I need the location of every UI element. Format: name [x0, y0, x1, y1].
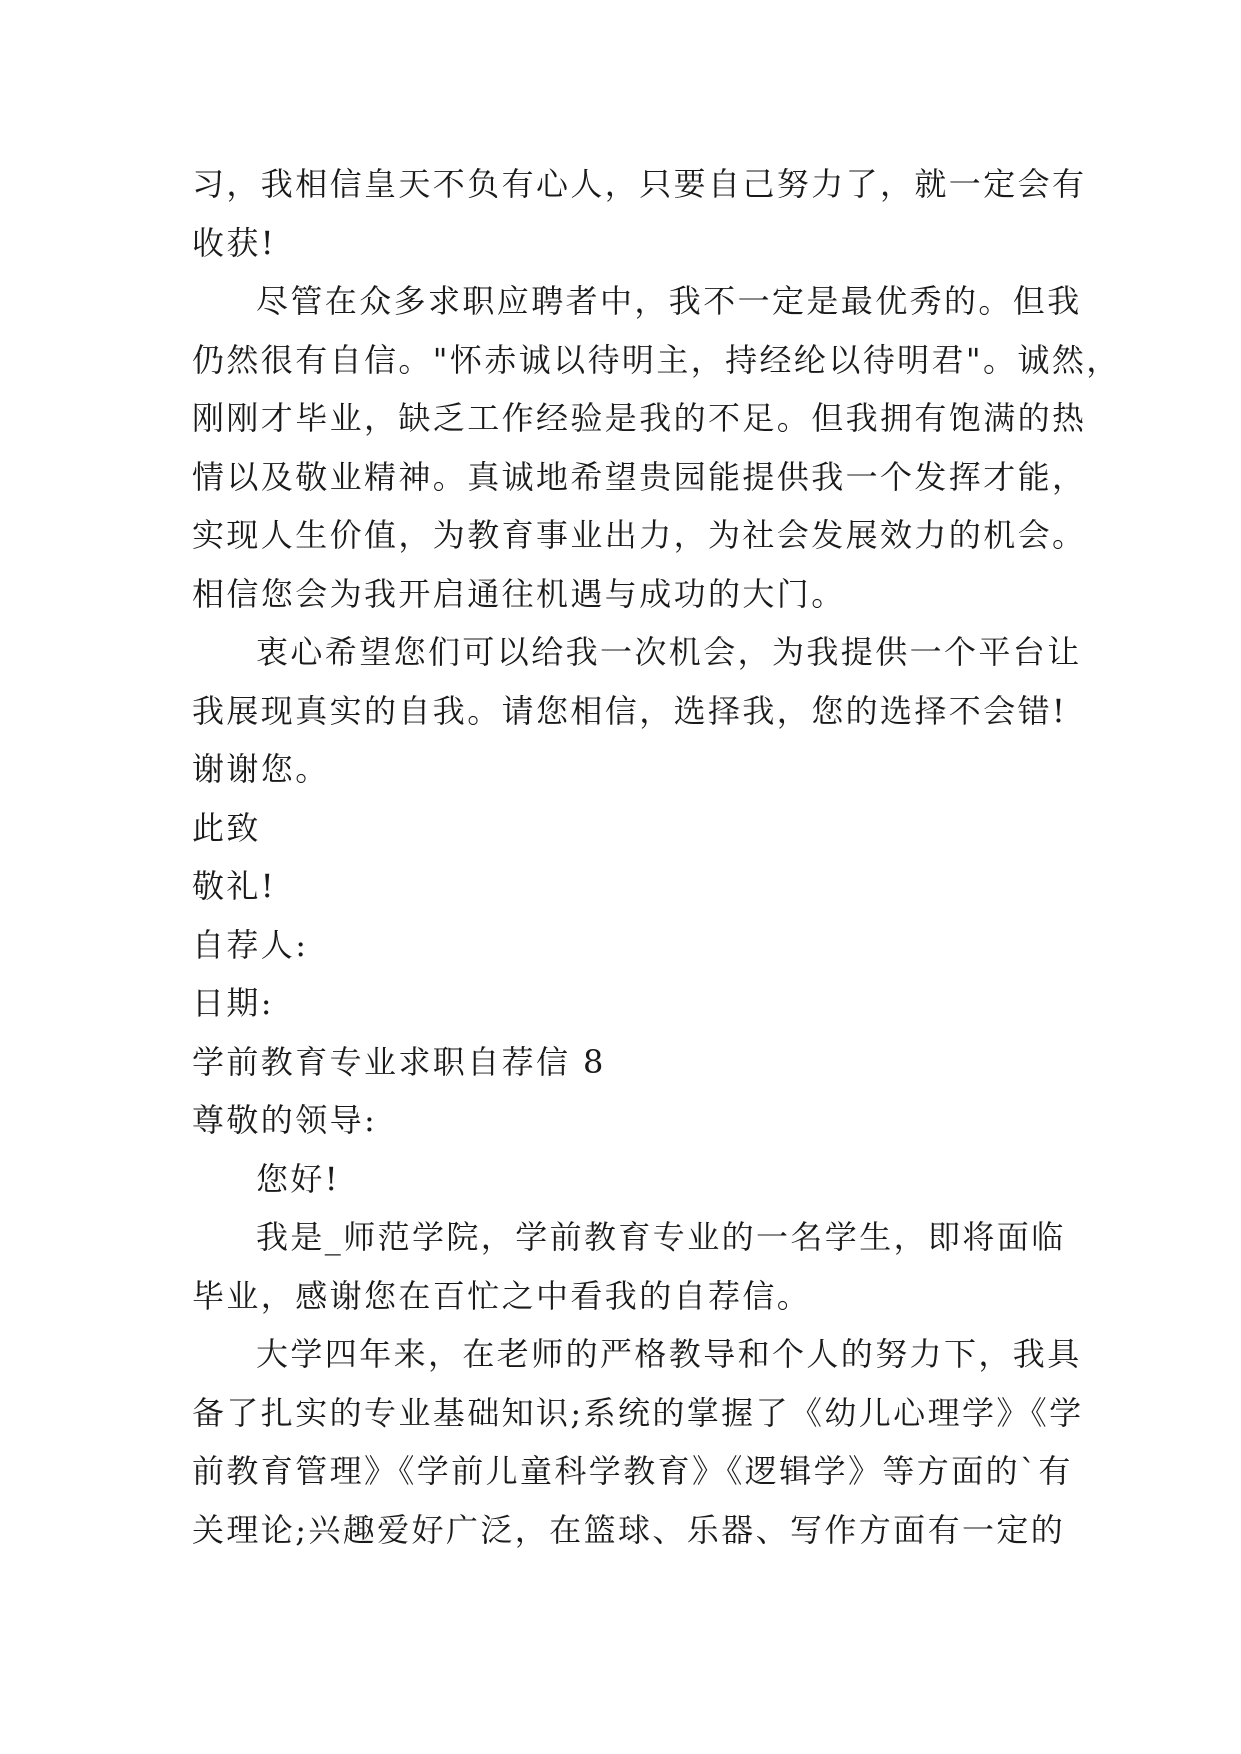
text-line: 备了扎实的专业基础知识;系统的掌握了《幼儿心理学》《学 [192, 1393, 1084, 1432]
text-line: 相信您会为我开启通往机遇与成功的大门。 [192, 574, 846, 613]
text-line: 关理论;兴趣爱好广泛，在篮球、乐器、写作方面有一定的 [192, 1510, 1066, 1549]
document-body [192, 155, 1121, 1559]
text-line: 收获! [192, 223, 277, 262]
signature-label: 自荐人: [192, 925, 309, 964]
paragraph-start-line: 衷心希望您们可以给我一次机会，为我提供一个平台让 [256, 633, 1082, 671]
paragraph-start-line: 我是_师范学院，学前教育专业的一名学生，即将面临 [256, 1218, 1066, 1256]
text-line: 仍然很有自信。"怀赤诚以待明主，持经纶以待明君"。诚然， [192, 340, 1121, 379]
text-line: 实现人生价值，为教育事业出力，为社会发展效力的机会。 [192, 516, 1087, 554]
text-line: 情以及敬业精神。真诚地希望贵园能提供我一个发挥才能， [192, 457, 1087, 496]
paragraph-start-line: 您好! [256, 1159, 341, 1198]
text-line: 谢谢您。 [192, 750, 330, 788]
section-title: 学前教育专业求职自荐信 8 [192, 1042, 606, 1081]
closing-line: 此致 [192, 808, 261, 847]
paragraph-start-line: 尽管在众多求职应聘者中，我不一定是最优秀的。但我 [256, 282, 1082, 320]
text-line: 我展现真实的自我。请您相信，选择我，您的选择不会错! [192, 691, 1068, 730]
text-line: 刚刚才毕业，缺乏工作经验是我的不足。但我拥有饱满的热 [192, 399, 1087, 437]
text-line: 习，我相信皇天不负有心人，只要自己努力了，就一定会有 [192, 165, 1087, 203]
salutation-line: 敬礼! [192, 867, 277, 905]
greeting-line: 尊敬的领导: [192, 1101, 378, 1139]
text-line: 前教育管理》《学前儿童科学教育》《逻辑学》等方面的`有 [192, 1452, 1073, 1490]
text-line: 毕业，感谢您在百忙之中看我的自荐信。 [192, 1276, 812, 1315]
date-label: 日期: [192, 984, 274, 1022]
paragraph-start-line: 大学四年来，在老师的严格教导和个人的努力下，我具 [256, 1335, 1082, 1373]
